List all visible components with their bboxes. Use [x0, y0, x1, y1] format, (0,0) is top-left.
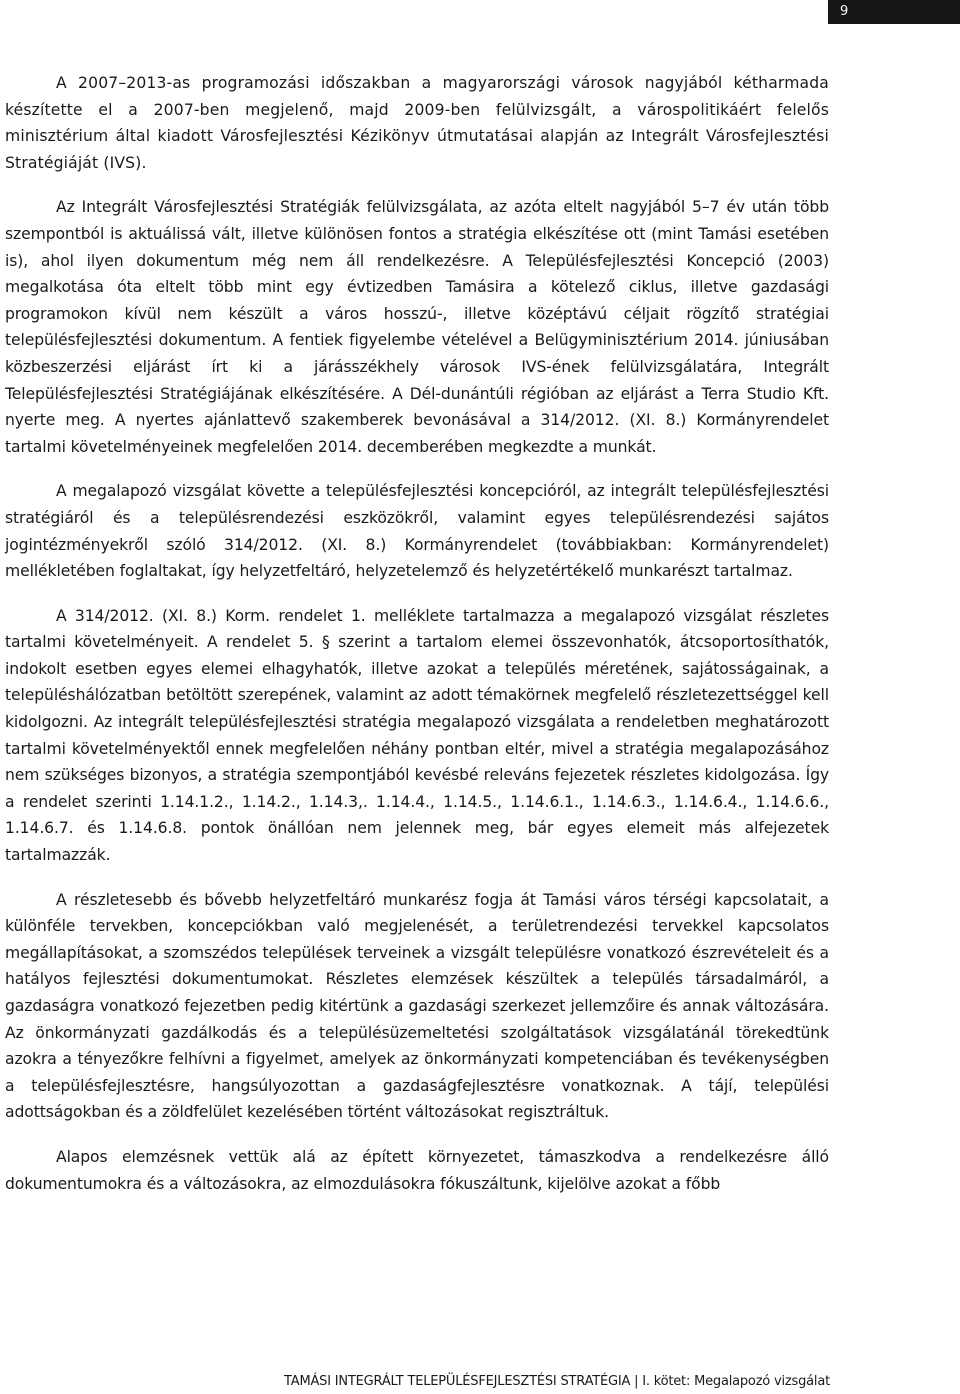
page-footer: TAMÁSI INTEGRÁLT TELEPÜLÉSFEJLESZTÉSI STRATÉGIA | I. kötet: Megalapozó vizsgálat — [284, 1374, 830, 1389]
paragraph-2: Az Integrált Városfejlesztési Stratégiák felülvizsgálata, az azóta eltelt nagyjából 5–7 év után több szempontból is aktuálissá vált, illetve különösen fontos a stratégia elkészítése ott (mint Tamási esetében is), ahol ilyen dokumentum még nem áll rendelkezésre. A Településfejlesztési Koncepció (2003) megalkotása óta eltelt több mint egy évtizedben Tamásira a kötelező ciklus, illetve gazdasági programokon kívül nem készült a város hosszú-, illetve középtávú céljait rögzítő stratégiai településfejlesztési dokumentum. A fentiek figyelembe vételével a Belügyminisztérium 2014. júniusában közbeszerzési eljárást írt ki a járásszékhely városok IVS-ének felülvizsgálatára, Integrált Településfejlesztési Stratégiájának elkészítésére. A Dél-dunántúli régióban az eljárást a Terra Studio Kft. nyerte meg. A nyertes ajánlattevő szakemberek bevonásával a 314/2012. (XI. 8.) Kormányrendelet tartalmi követelményeinek megfelelően 2014. decemberében megkezdte a munkát. — [5, 198, 829, 456]
paragraph-5: A részletesebb és bővebb helyzetfeltáró munkarész fogja át Tamási város térségi kapcsolatait, a különféle tervekben, koncepciókban való megjelenését, a területrendezési tervekkel kapcsolatos megállapításokat, a szomszédos települések terveinek a vizsgált településre vonatkozó észrevételeit és a hatályos fejlesztési dokumentumokat. Részletes elemzések készültek a település társadalmáról, a gazdaságra vonatkozó fejezetben pedig kitértünk a gazdasági szerkezet jellemzőire és annak változására. Az önkormányzati gazdálkodás és a településüzemeltetési szolgáltatások vizsgálatánál törekedtünk azokra a tényezőkre felhívni a figyelmet, amelyek az önkormányzati kompetenciában és tevékenységben a településfejlesztésre, hangsúlyozottan a gazdaságfejlesztésre vonatkoznak. A tájí, települési adottságokban és a zöldfelület kezelésében történt változásokat regisztráltuk. — [5, 890, 829, 1122]
page-number: 9 — [828, 0, 960, 24]
paragraph-4: A 314/2012. (XI. 8.) Korm. rendelet 1. melléklete tartalmazza a megalapozó vizsgálat részletes tartalmi követelményeit. A rendelet 5. § szerint a tartalom elemei összevonhatók, átcsoportosíthatók, indokolt esetben egyes elemei elhagyhatók, illetve azokat a település méretének, sajátosságainak, a településhálózatban betöltött szerepének, valamint az adott témakörnek megfelelő részletezettséggel kell kidolgozni. Az integrált településfejlesztési stratégia megalapozó vizsgálata a rendeletben meghatározott tartalmi követelményektől ennek megfelelően néhány pontban eltér, mivel a stratégia megalapozásához nem szükséges bizonyos, a stratégia szempontjából kevésbé releváns fejezetek részletes kidolgozása. Így a rendelet szerinti 1.14.1.2., 1.14.2., 1.14.3,. 1.14.4., 1.14.5., 1.14.6.1., 1.14.6.3., 1.14.6.4., 1.14.6.6., 1.14.6.7. és 1.14.6.8. pontok önállóan nem jelennek meg, bár egyes elemeit más alfejezetek tartalmazzák. — [5, 606, 829, 865]
paragraph-6: Alapos elemzésnek vettük alá az épített környezetet, támaszkodva a rendelkezésre álló dokumentumokra és a változásokra, az elmozdulásokra fókuszáltunk, kijelölve azokat a főbb — [5, 1147, 829, 1193]
paragraph-3: A megalapozó vizsgálat követte a településfejlesztési koncepcióról, az integrált településfejlesztési stratégiáról és a településrendezési eszközökről, valamint egyes településrendezési sajátos jogintézményekről szóló 314/2012. (XI. 8.) Kormányrendelet (továbbiakban: Kormányrendelet) mellékletében foglaltakat, így helyzetfeltáró, helyzetelemző és helyzetértékelő munkarészt tartalmaz. — [5, 482, 829, 581]
paragraph-1: A 2007–2013-as programozási időszakban a magyarországi városok nagyjából kétharmada készítette el a 2007-ben megjelenő, majd 2009-ben felülvizsgált, a várospolitikáért felelős minisztérium által kiadott Városfejlesztési Kézikönyv útmutatásai alapján az Integrált Városfejlesztési Stratégiáját (IVS). — [5, 74, 829, 172]
document-body — [5, 70, 829, 1215]
